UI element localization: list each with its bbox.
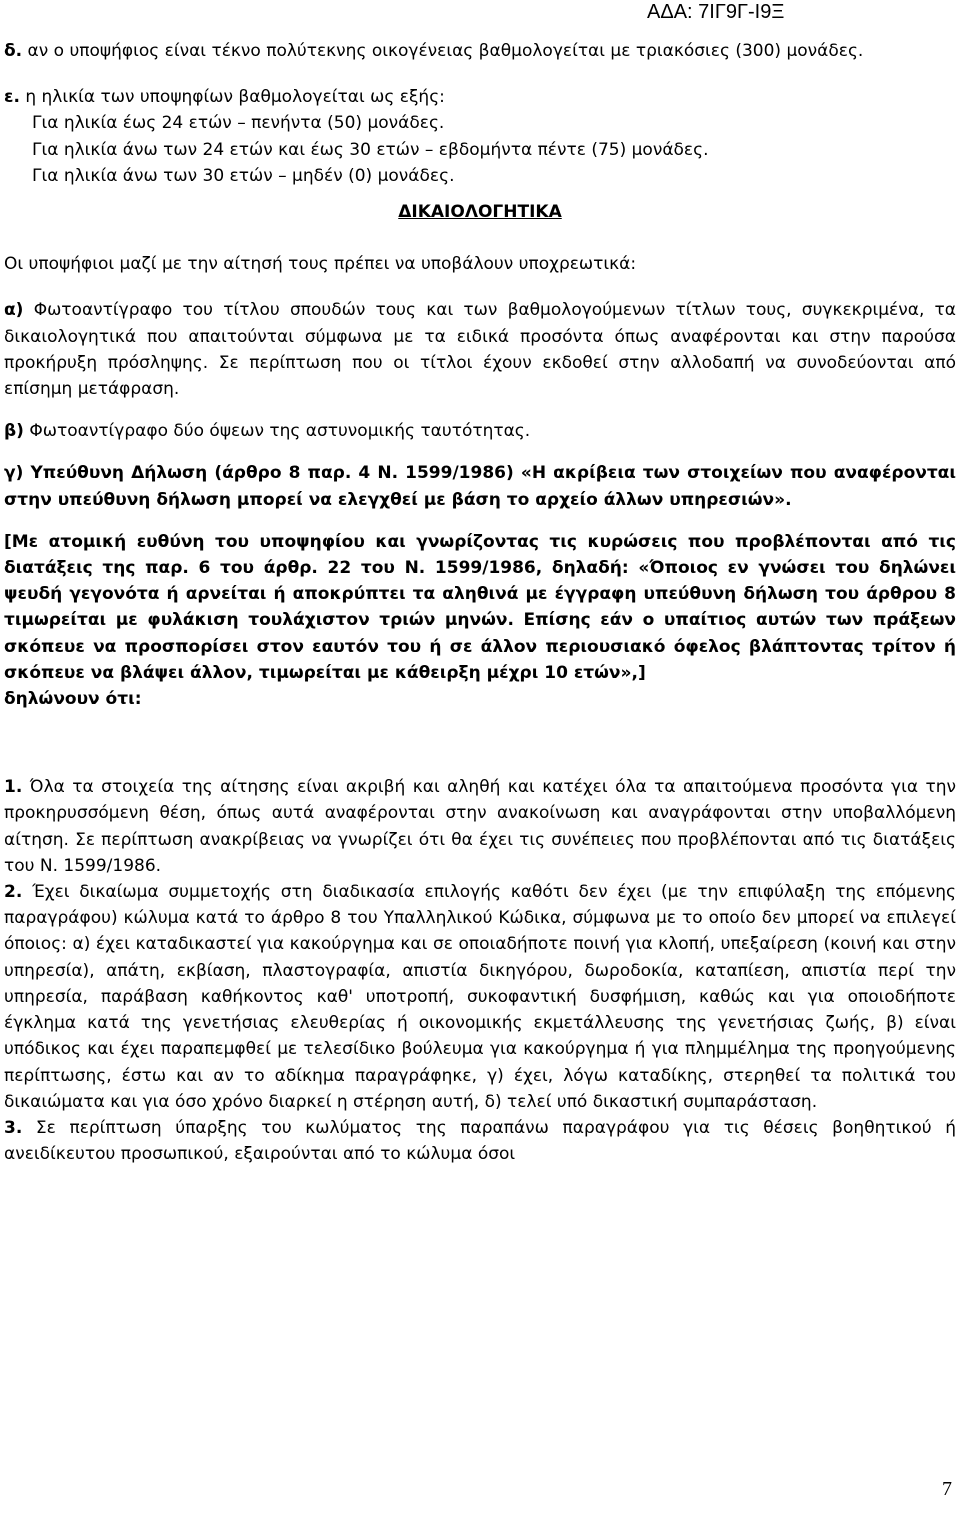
- declaration-3-text: Σε περίπτωση ύπαρξης του κωλύματος της παραπάνω παραγράφου για τις θέσεις βοηθητικού ή ανειδίκευτου προσωπικού, εξαιρούνται από το κώλυμα όσοι: [4, 1117, 957, 1165]
- liability-statement: [Με ατομική ευθύνη του υποψηφίου και γνωρίζοντας τις κυρώσεις που προβλέπονται από τις διατάξεις της παρ. 6 του άρθρ. 22 του Ν. 1599/1986, δηλαδή: «Όποιος εν γνώσει του δηλώνει ψευδή γεγονότα ή αρνείται ή αποκρύπτει τα αληθινά με έγγραφη υπεύθυνη δήλωση του άρθρου 8 τιμωρείται με φυλάκιση τουλάχιστον τριών μηνών. Επίσης εάν ο υπαίτιος αυτών των πράξεων σκόπευε να προσπορίσει στον εαυτόν του ή σε άλλον περιουσιακό όφελος βλάπτοντας τρίτον ή σκόπευε να βλάψει άλλον, τιμωρείται με κάθειρξη μέχρι 10 ετών»,]: [4, 531, 956, 683]
- declare-statement: δηλώνουν ότι:: [4, 689, 142, 710]
- age-rule-2: Για ηλικία άνω των 24 ετών και έως 30 ετών – εβδομήντα πέντε (75) μονάδες.: [32, 139, 709, 160]
- declaration-2-text: Έχει δικαίωμα συμμετοχής στη διαδικασία επιλογής καθότι δεν έχει (με την επιφύλαξη της επόμενης παραγράφου) κώλυμα κατά το άρθρο 8 του Υπαλληλικού Κώδικα, σύμφωνα με το οποίο δεν μπορεί να επιλεγεί όποιος: α) έχει καταδικαστεί για κακούργημα και σε οποιαδήποτε ποινή για κλοπή, υπεξαίρεση (κοινή και στην υπηρεσία), απάτη, εκβίαση, πλαστογραφία, απιστία δικηγόρου, δωροδοκία, καταπίεση, απιστία περί την υπηρεσία, παράβαση καθήκοντος καθ' υποτροπή, συκοφαντική δυσφήμιση, καθώς και για οποιοδήποτε έγκλημα κατά της γενετήσιας ελευθερίας ή οικονομικής εκμετάλλευσης της γενετήσιας ζωής, β) είναι υπόδικος και έχει παραπεμφθεί με τελεσίδικο βούλευμα για κακούργημα ή για πλημμέλημα της προηγούμενης περίπτωσης, έστω και αν το αδίκημα παραγράφηκε, γ) έχει, λόγω καταδίκης, στερηθεί τα πολιτικά του δικαιώματα και για όσο χρόνο διαρκεί η στέρηση αυτή, δ) τελεί υπό δικαστική συμπαράσταση.: [4, 882, 957, 1112]
- criterion-delta: [4, 38, 956, 64]
- declaration-2: [4, 879, 956, 1115]
- document-item-c-label: γ): [4, 463, 24, 484]
- criterion-epsilon-intro: η ηλικία των υποψηφίων βαθμολογείται ως εξής:: [25, 87, 445, 108]
- declaration-1: [4, 774, 956, 879]
- page-number: 7: [942, 1478, 952, 1500]
- declaration-2-number: 2.: [4, 882, 23, 903]
- criterion-delta-label: δ.: [4, 41, 23, 61]
- criterion-delta-text: αν ο υποψήφιος είναι τέκνο πολύτεκνης οικογένειας βαθμολογείται με τριακόσιες (300) μονάδες.: [27, 41, 864, 61]
- document-item-a-text: Φωτοαντίγραφο του τίτλου σπουδών τους και των βαθμολογούμενων τίτλων τους, συγκεκριμένα, τα δικαιολογητικά που απαιτούνται σύμφωνα με τα ειδικά προσόντα όπως αναφέρονται και στην παρούσα προκήρυξη πρόσληψης. Σε περίπτωση που οι τίτλοι έχουν εκδοθεί στην αλλοδαπή να συνοδεύονται από επίσημη μετάφραση.: [4, 300, 957, 400]
- document-page: [4, 38, 956, 1167]
- declaration-3-number: 3.: [4, 1117, 23, 1138]
- declaration-1-number: 1.: [4, 777, 23, 798]
- document-item-b-label: β): [4, 421, 24, 442]
- criterion-epsilon: [4, 84, 956, 110]
- ada-code: ΑΔΑ: 7ΙΓ9Γ-Ι9Ξ: [647, 1, 785, 23]
- document-item-c: [4, 460, 956, 512]
- document-item-a: [4, 297, 956, 402]
- age-rule-1: Για ηλικία έως 24 ετών – πενήντα (50) μονάδες.: [32, 113, 445, 134]
- criterion-epsilon-label: ε.: [4, 87, 20, 108]
- declaration-1-text: Όλα τα στοιχεία της αίτησης είναι ακριβή και αληθή και κατέχει όλα τα απαιτούμενα προσόντα για την προκηρυσσόμενη θέση, όπως αυτά αναφέρονται στην ανακοίνωση και αναγράφονται στην υποβαλλόμενη αίτηση. Σε περίπτωση ανακρίβειας να γνωρίζει ότι θα έχει τις συνέπειες που προβλέπονται από τις διατάξεις του Ν. 1599/1986.: [4, 777, 957, 876]
- documents-intro: Οι υποψήφιοι μαζί με την αίτησή τους πρέπει να υποβάλουν υποχρεωτικά:: [4, 254, 637, 275]
- age-rule-3: Για ηλικία άνω των 30 ετών – μηδέν (0) μονάδες.: [32, 165, 455, 186]
- document-item-c-text: Υπεύθυνη Δήλωση (άρθρο 8 παρ. 4 Ν. 1599/1986) «Η ακρίβεια των στοιχείων που αναφέρονται στην υπεύθυνη δήλωση μπορεί να ελεγχθεί με βάση το αρχείο άλλων υπηρεσιών».: [4, 463, 956, 510]
- document-item-b-text: Φωτοαντίγραφο δύο όψεων της αστυνομικής ταυτότητας.: [29, 421, 531, 442]
- document-item-b: [4, 418, 956, 444]
- declaration-3: [4, 1115, 956, 1167]
- document-item-a-label: α): [4, 300, 24, 321]
- documents-title: ΔΙΚΑΙΟΛΟΓΗΤΙΚΑ: [398, 202, 562, 223]
